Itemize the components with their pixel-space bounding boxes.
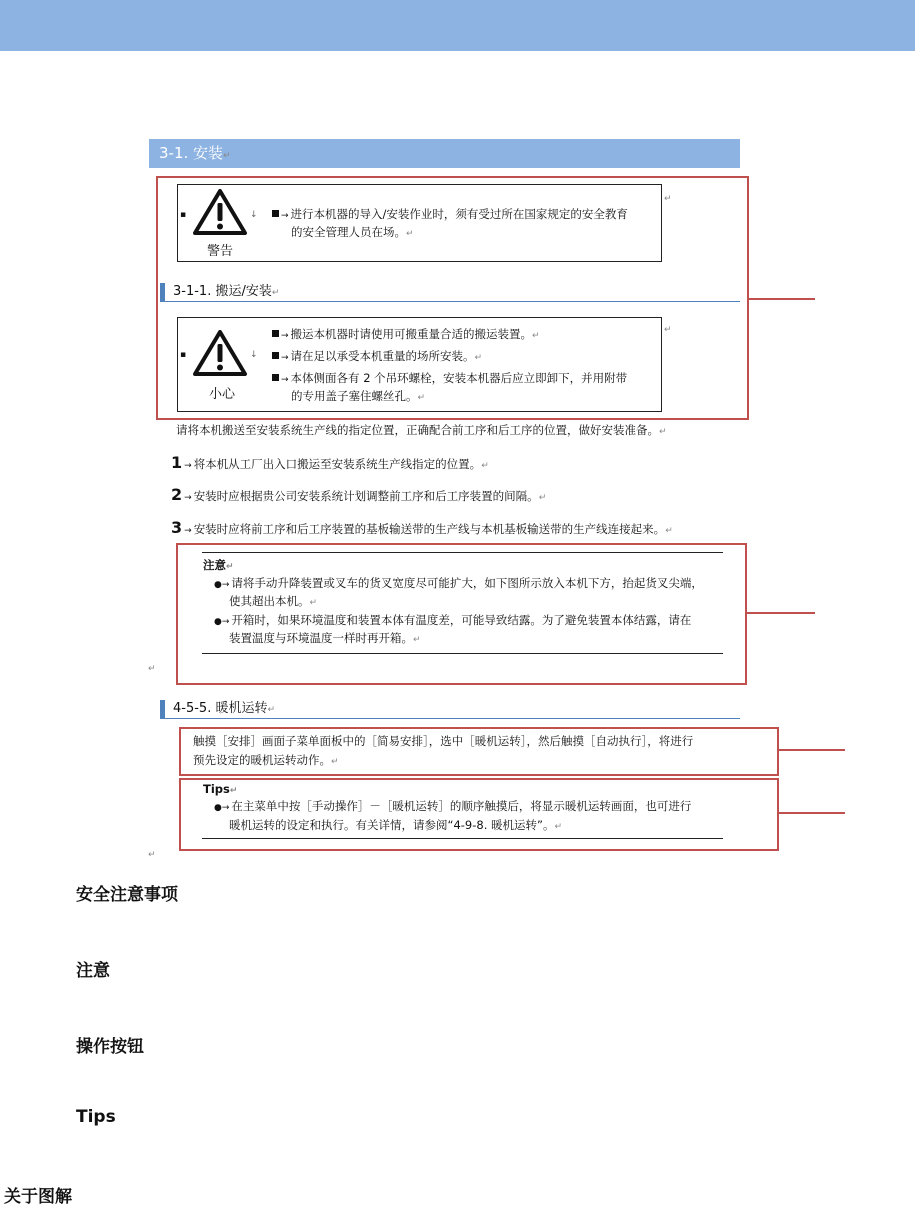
caution-item-3: → 本体侧面各有 2 个吊环螺栓，安装本机器后应立即卸下，并用附带 <box>272 369 627 389</box>
legend-operation: 操作按钮 <box>76 1037 144 1057</box>
tips-title: Tips↵ <box>203 782 238 796</box>
subheading-warmup: 4-5-5. 暖机运转↵ <box>160 700 275 719</box>
warning-line-1: → 进行本机器的导入/安装作业时，须有受过所在国家规定的安全教育 <box>272 205 628 225</box>
caution-item-1: → 搬运本机器时请使用可搬重量合适的搬运装置。↵ <box>272 325 540 345</box>
arrow-mark: ↓ <box>250 210 258 220</box>
header-bar <box>0 0 915 51</box>
notice-bottom-rule <box>202 653 723 654</box>
notice-title: 注意↵ <box>203 558 234 572</box>
bullet-dot: ▪ <box>180 350 187 360</box>
operation-callout-line <box>779 749 845 751</box>
caution-label: 小心 <box>208 387 235 402</box>
step-3: 3 → 安装时应将前工序和后工序装置的基板输送带的生产线与本机基板输送带的生产线连接起来。↵ <box>171 518 673 537</box>
notice-item-1: ●→ 请将手动升降装置或叉车的货叉宽度尽可能扩大，如下图所示放入本机下方，抬起货叉尖端， <box>214 576 703 590</box>
tips-callout-line <box>779 812 845 814</box>
tips-line-1: ●→ 在主菜单中按［手动操作］－［暖机运转］的顺序触摸后，将显示暖机运转画面，也可进行 <box>214 799 692 813</box>
arrow-mark: ↓ <box>250 350 258 360</box>
operation-line-1: 触摸［安排］画面子菜单面板中的［简易安排］，选中［暖机运转］，然后触摸［自动执行］，将进行 <box>193 734 694 748</box>
safety-callout-line <box>749 298 815 300</box>
tips-bottom-rule <box>202 838 723 839</box>
operation-line-2: 预先设定的暖机运转动作。↵ <box>193 753 339 767</box>
notice-item-2-cont: 装置温度与环境温度一样时再开箱。↵ <box>229 631 421 645</box>
legend-safety: 安全注意事项 <box>76 885 178 905</box>
intro-text: 请将本机搬送至安装系统生产线的指定位置，正确配合前工序和后工序的位置，做好安装准备。↵ <box>176 423 667 437</box>
legend-notice: 注意 <box>76 961 110 981</box>
caution-triangle-icon <box>192 329 248 377</box>
notice-item-2: ●→ 开箱时，如果环境温度和装置本体有温度差，可能导致结露。为了避免装置本体结露，请在 <box>214 613 692 627</box>
legend-tips: Tips <box>76 1107 116 1127</box>
step-1: 1 → 将本机从工厂出入口搬运至安装系统生产线指定的位置。↵ <box>171 453 489 472</box>
warning-line-2: 的安全管理人员在场。↵ <box>291 225 414 239</box>
subheading-rule <box>160 301 740 302</box>
caution-item-3-cont: 的专用盖子塞住螺丝孔。↵ <box>291 389 426 403</box>
caution-item-2: → 请在足以承受本机重量的场所安装。↵ <box>272 347 482 367</box>
warning-label: 警告 <box>206 244 233 259</box>
warning-triangle-icon <box>192 188 248 236</box>
notice-callout-line <box>747 612 815 614</box>
legend-about: 关于图解 <box>4 1187 72 1207</box>
step-2: 2 → 安装时应根据贵公司安装系统计划调整前工序和后工序装置的间隔。↵ <box>171 485 547 504</box>
bullet-dot: ▪ <box>180 210 187 220</box>
subheading-rule <box>160 718 740 719</box>
tips-line-2: 暖机运转的设定和执行。有关详情，请参阅“4-9-8. 暖机运转”。↵ <box>229 818 563 832</box>
notice-top-rule <box>202 552 723 553</box>
notice-item-1-cont: 使其超出本机。↵ <box>229 594 318 608</box>
section-title: 3-1. 安装↵ <box>149 139 740 168</box>
subheading-transport: 3-1-1. 搬运/安装↵ <box>160 283 279 302</box>
